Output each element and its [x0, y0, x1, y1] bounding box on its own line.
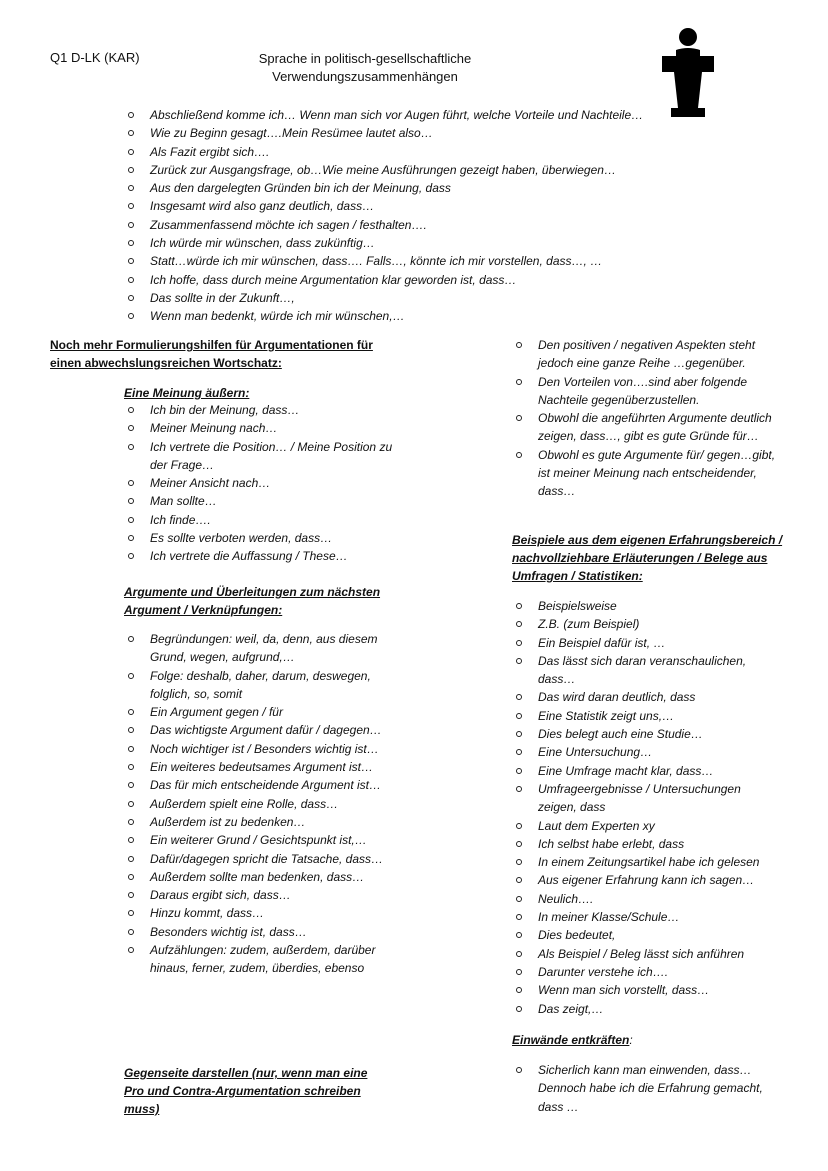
- list-item: Eine Statistik zeigt uns,…: [538, 707, 778, 725]
- examples-heading: Beispiele aus dem eigenen Erfahrungsbereich / nachvollziehbare Erläuterungen / Belege aus Umfragen / Statistiken:: [512, 533, 783, 583]
- main-heading: Noch mehr Formulierungshilfen für Argumentationen für einen abwechslungsreichen Wortschatz:: [50, 338, 373, 370]
- list-item: Außerdem sollte man bedenken, dass…: [150, 868, 395, 886]
- page-title: [205, 50, 525, 86]
- list-item: Ein weiterer Grund / Gesichtspunkt ist,…: [150, 831, 395, 849]
- list-item: Ich vertrete die Auffassung / These…: [150, 547, 395, 565]
- list-item: Wenn man sich vorstellt, dass…: [538, 981, 778, 999]
- list-item: Meiner Ansicht nach…: [150, 474, 395, 492]
- list-item: Folge: deshalb, daher, darum, deswegen, folglich, so, somit: [150, 667, 395, 704]
- list-item: Dafür/dagegen spricht die Tatsache, dass…: [150, 850, 395, 868]
- list-item: Ein Argument gegen / für: [150, 703, 395, 721]
- list-item: Ich bin der Meinung, dass…: [150, 401, 395, 419]
- list-item: Ein weiteres bedeutsames Argument ist…: [150, 758, 395, 776]
- list-item: Ich würde mir wünschen, dass zukünftig…: [150, 234, 790, 252]
- list-item: Den positiven / negativen Aspekten steht jedoch eine ganze Reihe …gegenüber.: [538, 336, 778, 373]
- list-item: Z.B. (zum Beispiel): [538, 615, 778, 633]
- intro-phrase-list: [150, 106, 790, 326]
- list-item: Obwohl die angeführten Argumente deutlich zeigen, dass…, gibt es gute Gründe für…: [538, 409, 778, 446]
- list-item: Das für mich entscheidende Argument ist…: [150, 776, 395, 794]
- list-item: Wie zu Beginn gesagt….Mein Resümee lautet also…: [150, 124, 790, 142]
- refute-heading: [512, 1031, 633, 1049]
- refute-list: [538, 1061, 783, 1116]
- list-item: Zusammenfassend möchte ich sagen / festhalten….: [150, 216, 790, 234]
- list-item: Eine Untersuchung…: [538, 743, 778, 761]
- opinion-heading: Eine Meinung äußern:: [124, 386, 250, 400]
- list-item: Sicherlich kann man einwenden, dass… Dennoch habe ich die Erfahrung gemacht, dass …: [538, 1061, 783, 1116]
- list-item: Als Fazit ergibt sich….: [150, 143, 790, 161]
- examples-list: [538, 597, 778, 1018]
- list-item: Das zeigt,…: [538, 1000, 778, 1018]
- list-item: Ich vertrete die Position… / Meine Position zu der Frage…: [150, 438, 395, 475]
- list-item: Aus den dargelegten Gründen bin ich der Meinung, dass: [150, 179, 790, 197]
- list-item: Eine Umfrage macht klar, dass…: [538, 762, 778, 780]
- list-item: Das sollte in der Zukunft…,: [150, 289, 790, 307]
- list-item: Hinzu kommt, dass…: [150, 904, 395, 922]
- list-item: Ich selbst habe erlebt, dass: [538, 835, 778, 853]
- list-item: Dies bedeutet,: [538, 926, 778, 944]
- list-item: In einem Zeitungsartikel habe ich gelesen: [538, 853, 778, 871]
- list-item: Wenn man bedenkt, würde ich mir wünschen,…: [150, 307, 790, 325]
- counter-phrase-list: [538, 336, 778, 501]
- list-item: Beispielsweise: [538, 597, 778, 615]
- list-item: Das lässt sich daran veranschaulichen, dass…: [538, 652, 778, 689]
- list-item: Noch wichtiger ist / Besonders wichtig ist…: [150, 740, 395, 758]
- list-item: Außerdem ist zu bedenken…: [150, 813, 395, 831]
- list-item: Zurück zur Ausgangsfrage, ob…Wie meine Ausführungen gezeigt haben, überwiegen…: [150, 161, 790, 179]
- arguments-list: [150, 630, 395, 978]
- title-line-1: Sprache in politisch-gesellschaftliche: [258, 51, 472, 66]
- list-item: Daraus ergibt sich, dass…: [150, 886, 395, 904]
- list-item: Das wird daran deutlich, dass: [538, 688, 778, 706]
- course-label: Q1 D-LK (KAR): [50, 50, 140, 65]
- opinion-list: [150, 401, 395, 566]
- list-item: Aufzählungen: zudem, außerdem, darüber hinaus, ferner, zudem, überdies, ebenso: [150, 941, 395, 978]
- list-item: Das wichtigste Argument dafür / dagegen…: [150, 721, 395, 739]
- list-item: In meiner Klasse/Schule…: [538, 908, 778, 926]
- refute-heading-text: Einwände entkräften: [512, 1033, 630, 1047]
- list-item: Abschließend komme ich… Wenn man sich vor Augen führt, welche Vorteile und Nachteile…: [150, 106, 790, 124]
- list-item: Den Vorteilen von….sind aber folgende Nachteile gegenüberzustellen.: [538, 373, 778, 410]
- list-item: Statt…würde ich mir wünschen, dass…. Falls…, könnte ich mir vorstellen, dass…, …: [150, 252, 790, 270]
- list-item: Laut dem Experten xy: [538, 817, 778, 835]
- list-item: Als Beispiel / Beleg lässt sich anführen: [538, 945, 778, 963]
- counter-heading: Gegenseite darstellen (nur, wenn man eine Pro und Contra-Argumentation schreiben muss): [124, 1066, 368, 1116]
- list-item: Insgesamt wird also ganz deutlich, dass…: [150, 197, 790, 215]
- list-item: Darunter verstehe ich….: [538, 963, 778, 981]
- list-item: Außerdem spielt eine Rolle, dass…: [150, 795, 395, 813]
- arguments-heading: Argumente und Überleitungen zum nächsten Argument / Verknüpfungen:: [124, 585, 381, 617]
- list-item: Besonders wichtig ist, dass…: [150, 923, 395, 941]
- list-item: Aus eigener Erfahrung kann ich sagen…: [538, 871, 778, 889]
- list-item: Begründungen: weil, da, denn, aus diesem Grund, wegen, aufgrund,…: [150, 630, 395, 667]
- list-item: Ein Beispiel dafür ist, …: [538, 634, 778, 652]
- list-item: Dies belegt auch eine Studie…: [538, 725, 778, 743]
- list-item: Neulich….: [538, 890, 778, 908]
- list-item: Ich finde….: [150, 511, 395, 529]
- list-item: Ich hoffe, dass durch meine Argumentation klar geworden ist, dass…: [150, 271, 790, 289]
- list-item: Obwohl es gute Argumente für/ gegen…gibt, ist meiner Meinung nach entscheidender, dass…: [538, 446, 778, 501]
- title-line-2: Verwendungszusammenhängen: [272, 69, 458, 84]
- list-item: Meiner Meinung nach…: [150, 419, 395, 437]
- refute-heading-colon: :: [629, 1033, 633, 1047]
- list-item: Es sollte verboten werden, dass…: [150, 529, 395, 547]
- list-item: Umfrageergebnisse / Untersuchungen zeigen, dass: [538, 780, 778, 817]
- list-item: Man sollte…: [150, 492, 395, 510]
